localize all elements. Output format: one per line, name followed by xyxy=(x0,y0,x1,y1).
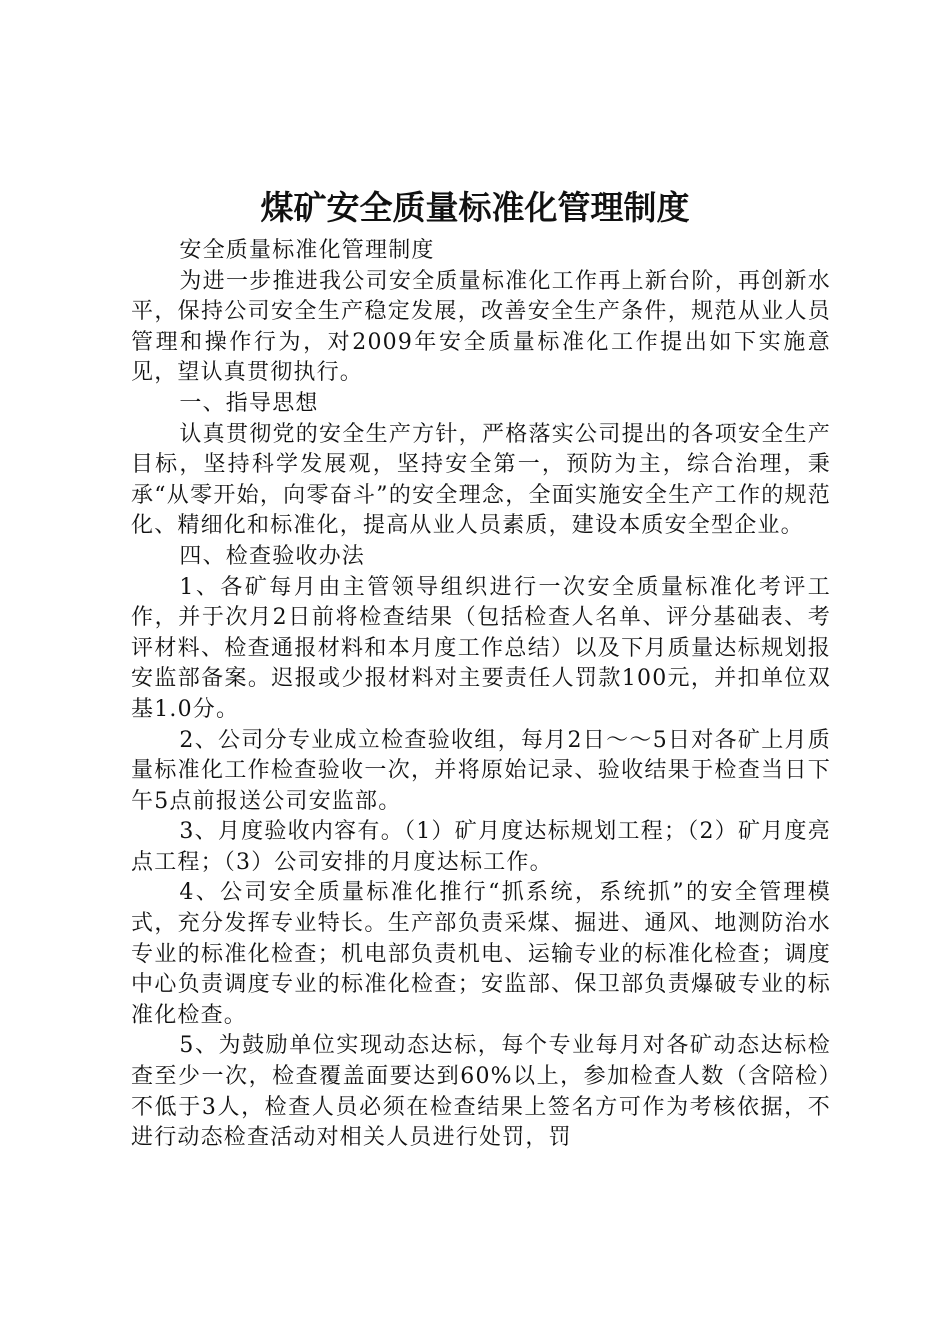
intro-paragraph: 为进一步推进我公司安全质量标准化工作再上新台阶，再创新水平，保持公司安全生产稳定发展，改善安全生产条件，规范从业人员管理和操作行为，对2009年安全质量标准化工作提出如下实施意见，望认真贯彻执行。 xyxy=(131,268,831,386)
inspection-item-3: 3、月度验收内容有。（1）矿月度达标规划工程；（2）矿月度亮点工程；（3）公司安排的月度达标工作。 xyxy=(131,819,831,875)
section-heading-guiding-ideology: 一、指导思想 xyxy=(179,390,319,416)
inspection-item-5: 5、为鼓励单位实现动态达标，每个专业每月对各矿动态达标检查至少一次，检查覆盖面要达到60%以上，参加检查人数（含陪检）不低于3人，检查人员必须在检查结果上签名方可作为考核依据，不进行动态检查活动对相关人员进行处罚，罚 xyxy=(131,1033,831,1151)
inspection-item-1: 1、各矿每月由主管领导组织进行一次安全质量标准化考评工作，并于次月2日前将检查结果（包括检查人名单、评分基础表、考评材料、检查通报材料和本月度工作总结）以及下月质量达标规划报安监部备案。迟报或少报材料对主要责任人罚款100元，并扣单位双基1.0分。 xyxy=(131,574,831,722)
document-body xyxy=(131,236,831,1154)
inspection-item-2: 2、公司分专业成立检查验收组，每月2日～～5日对各矿上月质量标准化工作检查验收一次，并将原始记录、验收结果于检查当日下午5点前报送公司安监部。 xyxy=(131,727,831,814)
subtitle-paragraph: 安全质量标准化管理制度 xyxy=(179,238,435,263)
document-title: 煤矿安全质量标准化管理制度 xyxy=(260,188,690,227)
section-heading-inspection-method: 四、检查验收办法 xyxy=(179,543,365,569)
inspection-item-4: 4、公司安全质量标准化推行“抓系统，系统抓”的安全管理模式，充分发挥专业特长。生产部负责采煤、掘进、通风、地测防治水专业的标准化检查；机电部负责机电、运输专业的标准化检查；调度中心负责调度专业的标准化检查；安监部、保卫部负责爆破专业的标准化检查。 xyxy=(131,880,831,1028)
guiding-ideology-paragraph: 认真贯彻党的安全生产方针，严格落实公司提出的各项安全生产目标，坚持科学发展观，坚持安全第一，预防为主，综合治理，秉承“从零开始，向零奋斗”的安全理念，全面实施安全生产工作的规范化、精细化和标准化，提高从业人员素质，建设本质安全型企业。 xyxy=(131,421,831,539)
